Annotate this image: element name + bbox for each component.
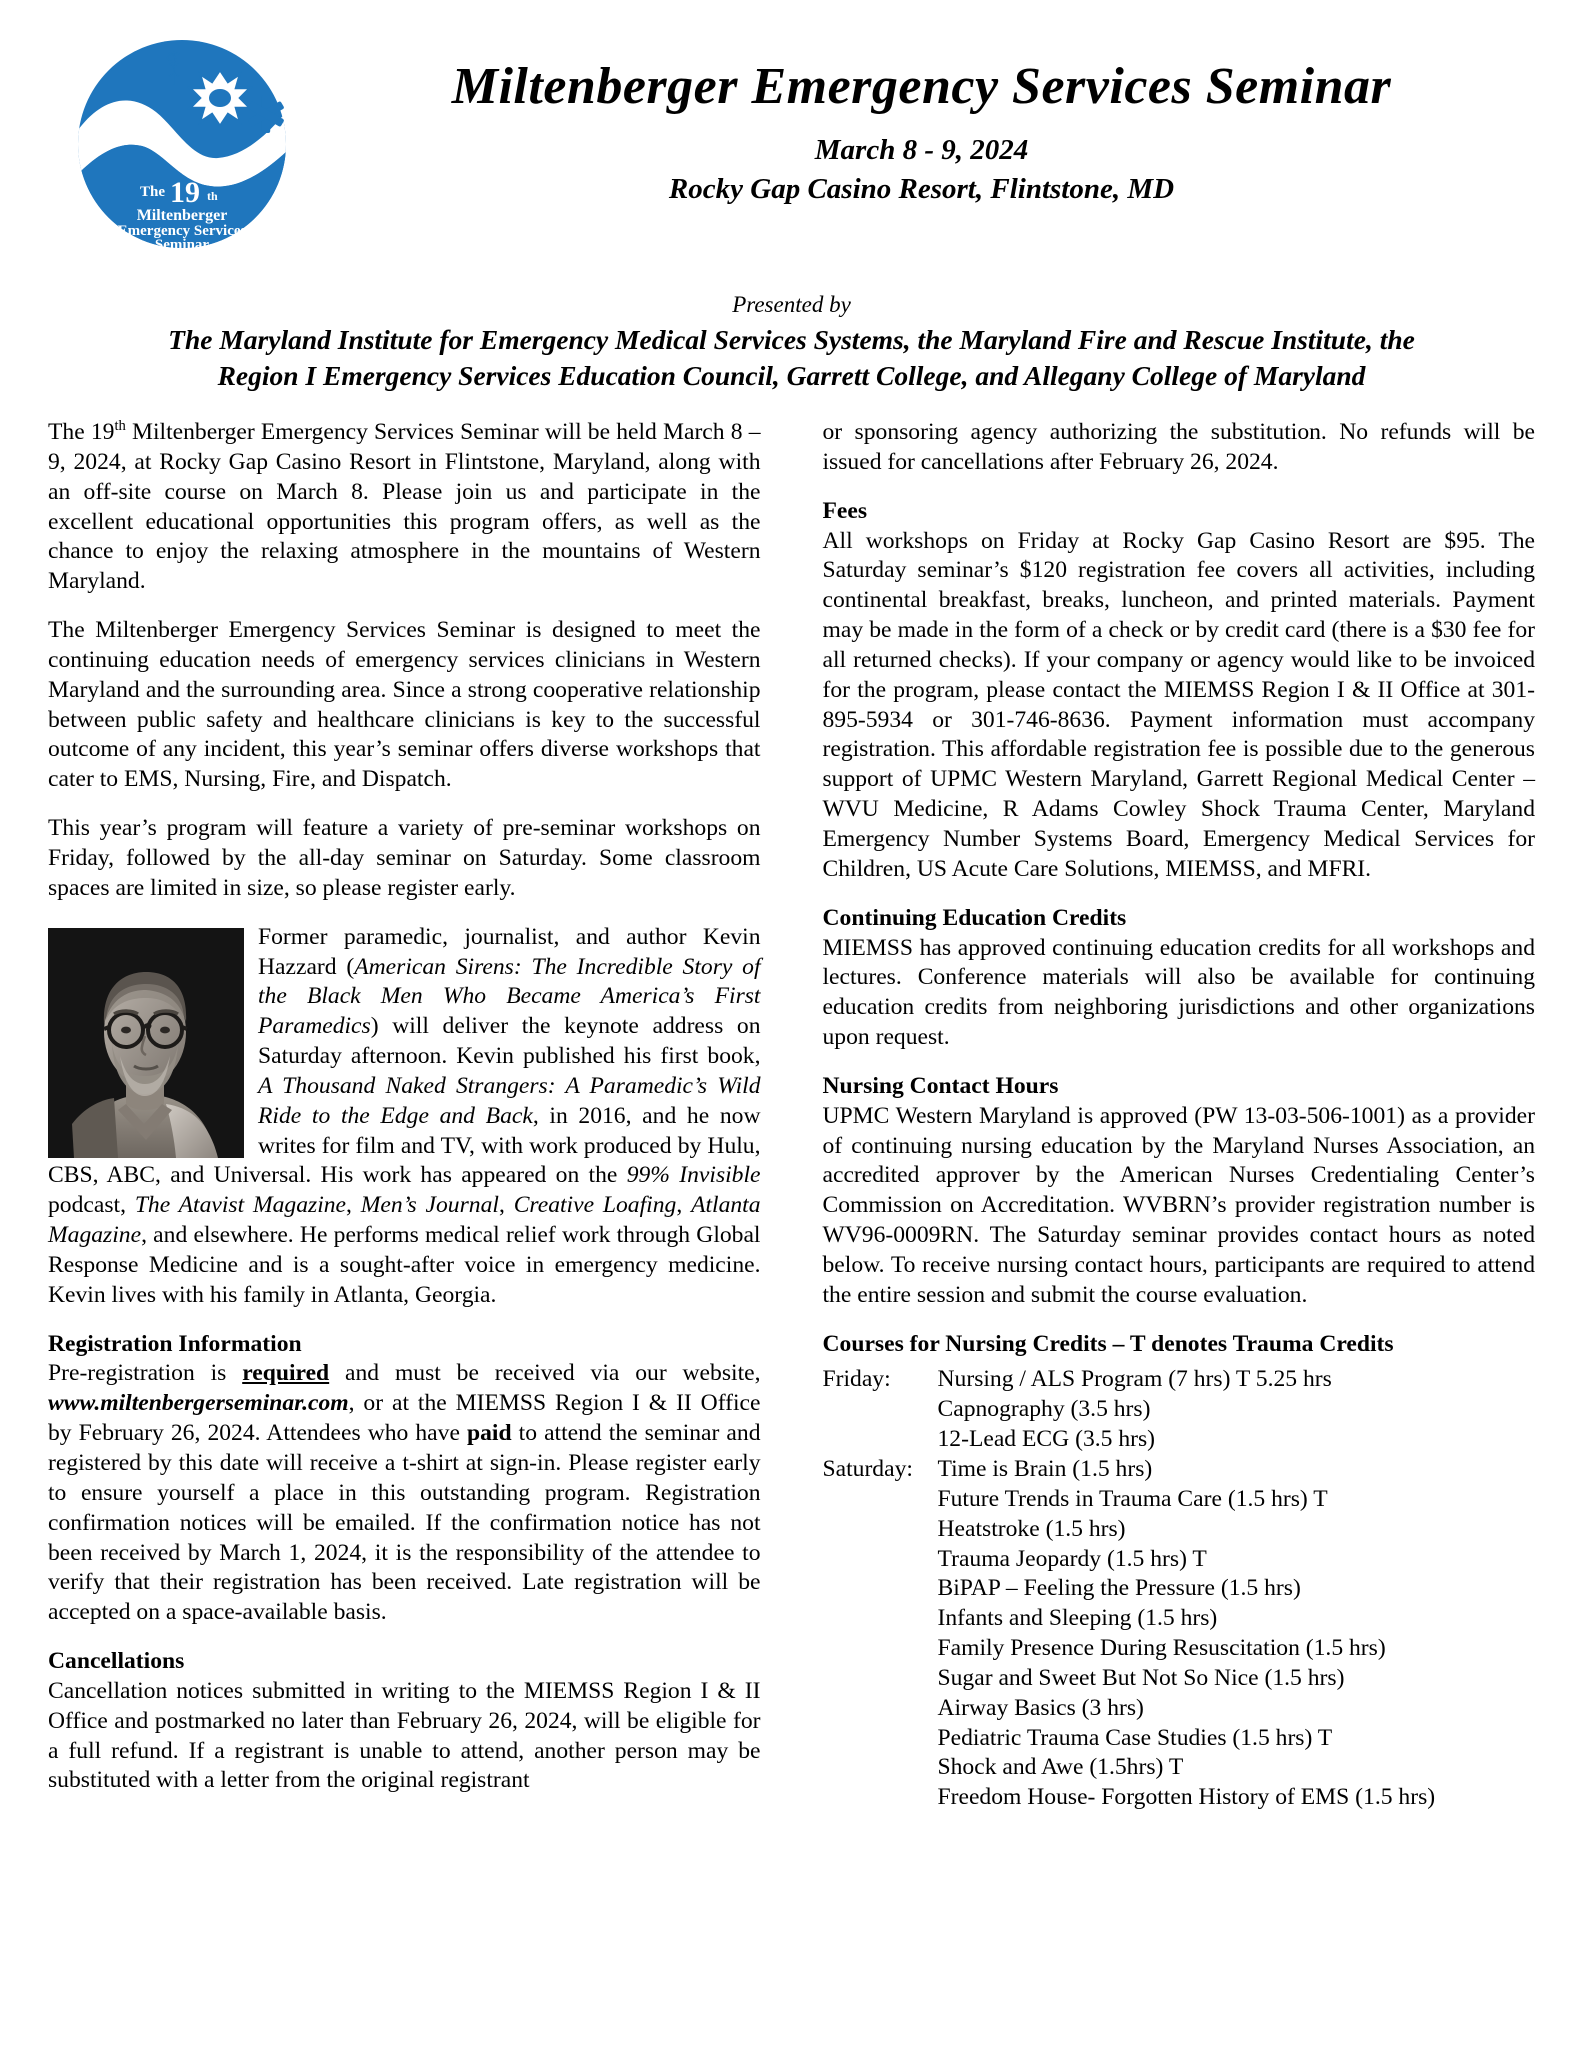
fees-heading: Fees — [822, 497, 868, 524]
presenters-line-1: The Maryland Institute for Emergency Medical Services Systems, the Maryland Fire and Rescue Institute, the — [168, 324, 1415, 355]
course-row — [823, 1515, 1536, 1545]
intro-ordinal: th — [114, 418, 126, 435]
course-row — [823, 1724, 1536, 1754]
keynote-speaker-photo — [48, 928, 244, 1158]
reg-seg-4: to attend the seminar and registered by this date will receive a t-shirt at sign-in. Please register early to ensure yourself a place in this outstanding program. Registration confirmation notices will be emailed. If the confirmation notice has not been received by March 1, 2024, it is the responsibility of the attendee to verify that their registration has been received. Late registration will be accepted on a space-available basis. — [48, 1420, 761, 1626]
seminar-logo — [72, 34, 292, 254]
reg-seg-2: and must be received via our website, — [329, 1360, 761, 1387]
course-title: Family Presence During Resuscitation (1.5 hrs) — [937, 1635, 1386, 1662]
course-title: Heatstroke (1.5 hrs) — [937, 1515, 1126, 1542]
page-title: Miltenberger Emergency Services Seminar — [451, 58, 1392, 115]
reg-seg-1: Pre-registration is — [48, 1360, 243, 1387]
continuing-education-credits-heading: Continuing Education Credits — [822, 904, 1127, 931]
reg-required-emphasis: required — [242, 1360, 330, 1387]
course-title: BiPAP – Feeling the Pressure (1.5 hrs) — [937, 1575, 1301, 1602]
nursing-contact-hours-heading: Nursing Contact Hours — [822, 1072, 1059, 1099]
intro-post: Miltenberger Emergency Services Seminar will be held March 8 – 9, 2024, at Rocky Gap Casino Resort in Flintstone, Maryland, along with an off-site course on March 8. Please join us and participate in the excellent educational opportunities this program offers, as well as the chance to enjoy the relaxing atmosphere in the mountains of Western Maryland. — [48, 419, 761, 595]
bio-seg-6: , — [498, 1192, 514, 1219]
course-row — [823, 1425, 1536, 1455]
bio-seg-2: ) will deliver the keynote address on Saturday afternoon. Kevin published his first book, — [258, 1013, 761, 1070]
bio-magazine-4: Atlanta Magazine — [48, 1192, 761, 1249]
bio-seg-3: , in 2016, and he now writes for film and TV, with work produced by Hulu, CBS, ABC, and Universal. His work has appeared on the — [48, 1102, 761, 1189]
courses-for-nursing-credits-heading: Courses for Nursing Credits – T denotes Trauma Credits — [822, 1330, 1394, 1357]
course-title: Shock and Awe (1.5hrs) T — [937, 1754, 1184, 1781]
cancellations-heading: Cancellations — [48, 1648, 185, 1675]
left-column — [48, 418, 761, 1813]
logo-number: 19 — [170, 176, 200, 209]
course-title: Pediatric Trauma Case Studies (1.5 hrs) T — [937, 1724, 1333, 1751]
bio-podcast-name: 99% Invisible — [626, 1162, 761, 1189]
course-title: Future Trends in Trauma Care (1.5 hrs) T — [937, 1485, 1328, 1512]
cancellations-body: Cancellation notices submitted in writing to the MIEMSS Region I & II Office and postmarked no later than February 26, 2024, will be eligible for a full refund. If a registrant is unable to attend, another person may be substituted with a letter from the original registrant — [48, 1677, 761, 1794]
course-title: Freedom House- Forgotten History of EMS (1.5 hrs) — [937, 1784, 1436, 1811]
continuing-education-credits-body: MIEMSS has approved continuing education credits for all workshops and lectures. Conference materials will also be available for continuing education credits from neighboring jurisdictions and other organizations upon request. — [822, 934, 1535, 1051]
bio-seg-1: Former paramedic, journalist, and author Kevin Hazzard ( — [258, 923, 761, 980]
body-columns — [48, 418, 1535, 1813]
program-paragraph: This year’s program will feature a variety of pre-seminar workshops on Friday, followed by the all-day seminar on Saturday. Some classroom spaces are limited in size, so please register early. — [48, 815, 761, 901]
logo-the: The — [140, 184, 166, 200]
reg-paid-emphasis: paid — [467, 1420, 512, 1447]
purpose-paragraph: The Miltenberger Emergency Services Seminar is designed to meet the continuing education needs of emergency services clinicians in Western Maryland and the surrounding area. Since a strong cooperative relationship between public safety and healthcare clinicians is key to the successful outcome of any incident, this year’s seminar offers diverse workshops that cater to EMS, Nursing, Fire, and Dispatch. — [48, 617, 761, 793]
right-column — [823, 418, 1536, 1813]
document-header — [0, 0, 1583, 400]
seminar-dates: March 8 - 9, 2024 — [814, 133, 1029, 166]
fees-body: All workshops on Friday at Rocky Gap Casino Resort are $95. The Saturday seminar’s $120 registration fee covers all activities, including continental breakfast, breaks, luncheon, and printed materials. Payment may be made in the form of a check or by credit card (there is a $30 fee for all returned checks). If your company or agency would like to be invoiced for the program, please contact the MIEMSS Region I & II Office at 301-895-5934 or 301-746-8636. Payment information must accompany registration. This affordable registration fee is possible due to the generous support of UPMC Western Maryland, Garrett Regional Medical Center – WVU Medicine, R Adams Cowley Shock Trauma Center, Maryland Emergency Number Systems Board, Emergency Medical Services for Children, US Acute Care Solutions, MIEMSS, and MFRI. — [822, 527, 1535, 882]
bio-book-title-1: American Sirens: The Incredible Story of the Black Men Who Became America’s First Paramedics — [258, 953, 761, 1040]
course-row — [823, 1634, 1536, 1664]
nursing-contact-hours-body: UPMC Western Maryland is approved (PW 13-03-506-1001) as a provider of continuing nursing education by the Maryland Nurses Association, an accredited approver by the American Nurses Credentialing Center’s Commission on Accreditation. WVBRN’s provider registration number is WV96-0009RN. The Saturday seminar provides contact hours as noted below. To receive nursing contact hours, participants are required to attend the entire session and submit the course evaluation. — [822, 1102, 1535, 1308]
registration-website-link[interactable]: www.miltenbergerseminar.com — [48, 1390, 349, 1417]
intro-paragraph — [48, 418, 761, 597]
logo-line2: Emergency Services — [117, 223, 247, 239]
saturday-label: Saturday: — [822, 1456, 913, 1482]
course-row — [823, 1604, 1536, 1634]
bio-magazine-3: Creative Loafing — [513, 1192, 677, 1219]
bio-magazine-2: Men’s Journal — [360, 1192, 499, 1219]
reg-seg-3: , or at the MIEMSS Region I & II Office by February 26, 2024. Attendees who have — [48, 1390, 761, 1447]
course-row — [823, 1753, 1536, 1783]
presenting-organizations — [40, 322, 1543, 395]
friday-label: Friday: — [822, 1366, 891, 1393]
course-title: Infants and Sleeping (1.5 hrs) — [937, 1605, 1218, 1632]
bio-seg-4: podcast, — [48, 1192, 135, 1219]
course-row — [823, 1545, 1536, 1575]
bio-seg-8: , and elsewhere. He performs medical relief work through Global Response Medicine and is a sought-after voice in emergency medicine. Kevin lives with his family in Atlanta, Georgia. — [48, 1222, 761, 1308]
registration-information-body — [48, 1359, 761, 1628]
course-row — [823, 1694, 1536, 1724]
course-row — [823, 1485, 1536, 1515]
bio-book-title-2: A Thousand Naked Strangers: A Paramedic’s Wild Ride to the Edge and Back — [258, 1072, 761, 1129]
intro-pre: The 19 — [48, 419, 115, 445]
course-title: Capnography (3.5 hrs) — [937, 1396, 1151, 1423]
bio-magazine-1: The Atavist Magazine — [134, 1192, 347, 1219]
registration-information-heading: Registration Information — [48, 1330, 302, 1357]
bio-seg-5: , — [346, 1192, 361, 1219]
course-row — [823, 1365, 1536, 1395]
logo-line3: Seminar — [154, 237, 210, 253]
course-title: Nursing / ALS Program (7 hrs) T 5.25 hrs — [937, 1366, 1332, 1393]
presented-by-label: Presented by — [732, 292, 851, 317]
bio-seg-7: , — [676, 1192, 692, 1219]
title-block — [300, 60, 1543, 209]
course-row — [823, 1395, 1536, 1425]
logo-ordinal: th — [207, 189, 218, 203]
seminar-venue: Rocky Gap Casino Resort, Flintstone, MD — [668, 172, 1175, 205]
logo-line1: Miltenberger — [136, 207, 228, 224]
courses-list — [823, 1365, 1536, 1813]
keynote-bio-paragraph — [48, 923, 761, 1311]
course-row — [823, 1455, 1536, 1485]
cancellations-continued: or sponsoring agency authorizing the substitution. No refunds will be issued for cancellations after February 26, 2024. — [822, 419, 1535, 475]
course-row — [823, 1783, 1536, 1813]
course-title: Sugar and Sweet But Not So Nice (1.5 hrs) — [937, 1664, 1345, 1691]
course-title: Airway Basics (3 hrs) — [937, 1694, 1144, 1721]
presenters-line-2: Region I Emergency Services Education Council, Garrett College, and Allegany College of Maryland — [217, 360, 1366, 392]
course-row — [823, 1664, 1536, 1694]
course-title: Time is Brain (1.5 hrs) — [937, 1456, 1153, 1482]
course-row — [823, 1574, 1536, 1604]
course-title: Trauma Jeopardy (1.5 hrs) T — [937, 1545, 1207, 1572]
course-title: 12-Lead ECG (3.5 hrs) — [937, 1426, 1156, 1453]
